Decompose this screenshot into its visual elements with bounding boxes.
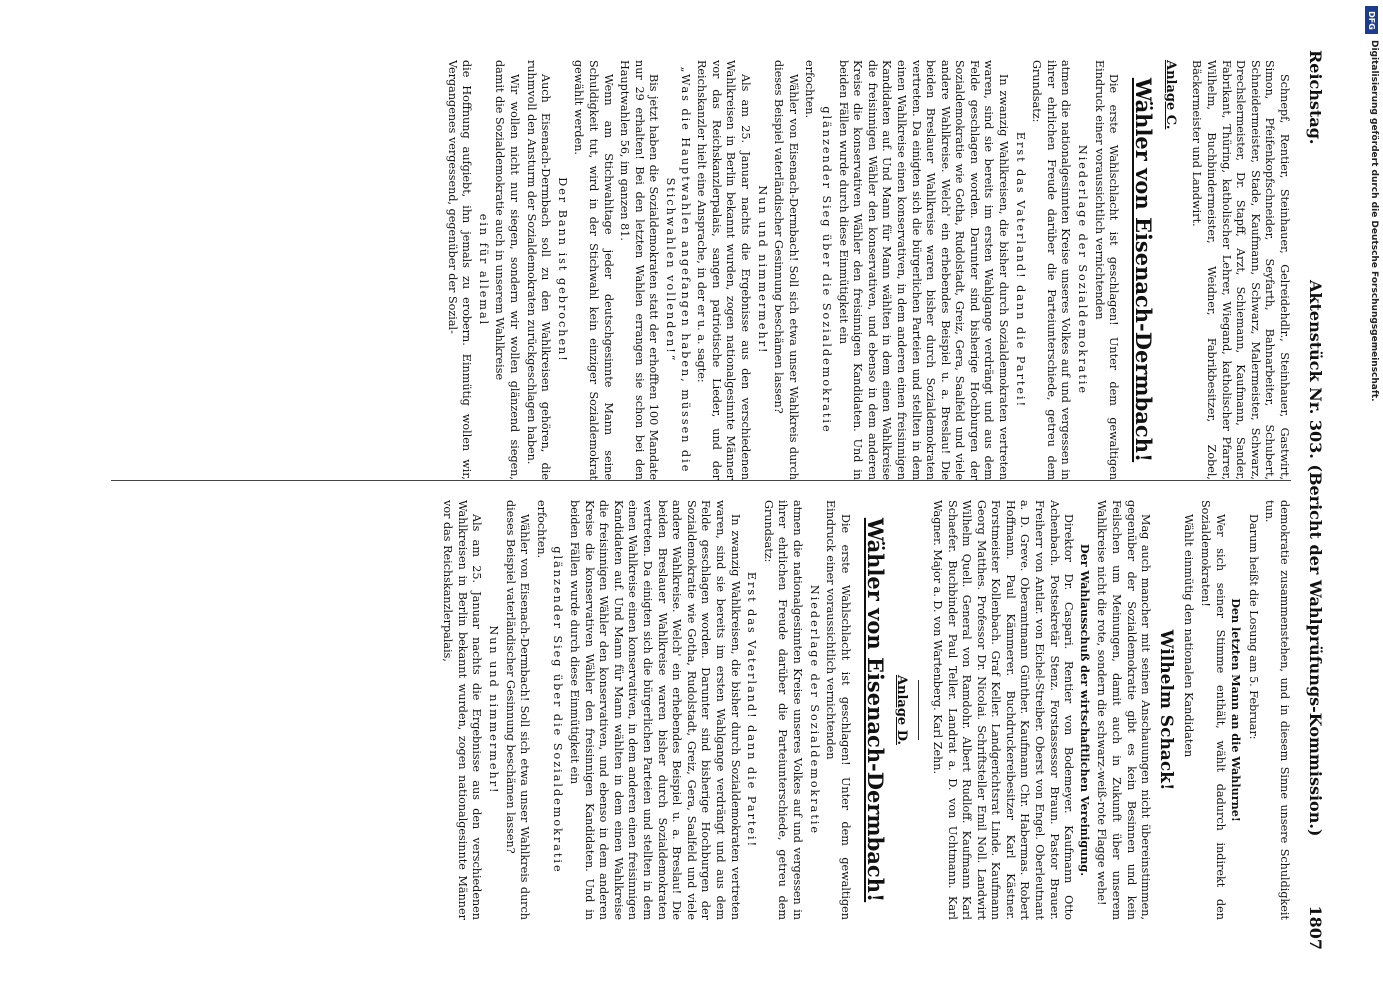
page-header [1299,50,1325,950]
paragraph: atmen die nationalgesinnten Kreise unseres Volkes auf und vergessen in ihrer ehrlichen Freude darüber die Parteiunterschiede, getreu dem Grundsatz: [1030,60,1073,480]
candidate-name: Wilhelm Schack! [1155,629,1176,791]
spaced-line: Nun und nimmermehr! [755,185,769,355]
flyer-title-d: Wähler von Eisenach-Dermbach! [862,517,888,903]
paragraph: Auch Eisenach-Dermbach soll zu den Wahlkreisen gehören, die ruhmvoll den Ansturm der Sozialdemokraten zurückgeschlagen haben. [524,60,553,480]
spaced-line: Niederlage der Sozialdemokratie [1076,144,1090,396]
bold-line: Den letzten Mann an die Wahlurne! [1229,598,1244,822]
paragraph: die Hoffnung aufgiebt, ihn jemals zu erobern. Einmütig wollen wir, Vergangenes vergessend, gegenüber der Sozial- [445,60,474,480]
spaced-line: glänzender Sieg über die Sozialdemokratie [819,106,833,434]
spaced-line: Der Bann ist gebrochen! [555,177,569,363]
paragraph: In zwanzig Wahlkreisen, die bisher durch Sozialdemokraten vertreten waren, sind sie bereits im ersten Wahlgange verdrängt und aus dem Felde geschlagen worden. Darunter sind bisherige Hochburgen der Sozialdemokratie wie Gotha, Rudolstadt, Greiz, Gera, Saalfeld und viele andere Wahlkreise. Welch' ein erhebendes Beispiel u. a. Breslau! Die beiden Breslauer Wahlkreise waren bisher durch Sozialdemokraten vertreten. Da einigten sich die bürgerlichen Parteien und stellten in dem einen Wahlkreise einen konservativen, in dem anderen einen freisinnigen Kandidaten auf. Und Mann für Mann wählten in dem einen Wahlkreise die freisinnigen Wähler den konservativen, und ebenso in dem anderen Kreise die konservativen Wähler den freisinnigen Kandidaten. Und in beiden Fällen wurde durch diese Einmütigkeit ein [836,60,1011,480]
dfg-logo: DFG [1365,6,1378,34]
annex-c-heading: Anlage C. [1162,60,1178,130]
paragraph: Als am 25. Januar nachts die Ergebnisse aus den verschiedenen Wahlkreisen in Berlin bekannt wurden, zogen nationalgesinnte Männer vor das Reichskanzlerpalais, [441,500,484,920]
paragraph: Wir wollen nicht nur siegen, sondern wir wollen glänzend siegen, damit die Sozialdemokratie auch in unserem Wahlkreise [493,60,522,480]
paragraph: Bis jetzt haben die Sozialdemokraten statt der erhofften 100 Mandate nur 29 erhalten! Bei den letzten Wahlen errangen sie schon bei den Hauptwahlen 56, im ganzen 81. [618,60,661,480]
spaced-line: Erst das Vaterland! dann die Partei! [1013,131,1027,409]
paragraph: Darum heißt die Losung am 5. Februar: [1246,514,1260,740]
header-title: Aktenstück Nr. 303. (Bericht der Wahlprüfungs-Kommission.) [1306,280,1325,837]
paragraph: Wähler von Eisenach-Dermbach! Soll sich etwa unser Wahlkreis durch dieses Beispiel vaterländischer Gesinnung beschämen lassen? [503,500,532,920]
right-column [86,500,1291,920]
digitization-credit [1367,40,1379,940]
paragraph: Wählt einmütig den nationalen Kandidaten [1182,514,1196,758]
quote-line: „Was die Hauptwahlen angefangen haben, müssen die Stichwahlen vollenden!“ [664,66,692,474]
paragraph: Die erste Wahlschlacht ist geschlagen! Unter dem gewaltigen Eindruck einer voraussichtlich vernichtenden [824,500,852,920]
spaced-line: glänzender Sieg über die Sozialdemokratie [551,546,565,874]
paragraph: Die erste Wahlschlacht ist geschlagen! Unter dem gewaltigen Eindruck einer voraussichtlich vernichtenden [1092,60,1121,480]
committee-names: Direktor Dr. Caspari. Rentier von Bodemeyer. Kaufmann Otto Achenbach. Postsekretär Stenz. Forstassessor Braun. Pastor Brauer. Freiherr von Antlar. von Eichel-Streiber. Oberst von Engel. Oberleutnant a. D. Greve. Oberamtmann Günther. Kaufmann Chr. Habermas. Robert Hoffmann. Paul Kämmerer. Buchdruckereibesitzer Karl Kästner. Forstmeister Kollenbach. Graf Keller. Landgerichtsrat Linde. Kaufmann Georg Matthes. Professor Dr. Nicolai. Schriftsteller Emil Noll. Landwirt Wilhelm Quell. General von Ramdohr. Albert Rudloff. Kaufmann Karl Schaefer. Buchbinder Paul Teller. Landrat a. D. von Uchtmann. Karl Wagner. Major a. D. von Wartenberg. Karl Zehn. [930,500,1076,920]
digitization-credit-text: Digitalisierung gefördert durch die Deutsche Forschungsgemeinschaft. [1369,40,1379,402]
header-left: Reichstag. [1306,50,1325,145]
page-number: 1807 [1306,905,1325,950]
annex-d-heading: Anlage D. [894,674,910,746]
paragraph: Wenn am Stichwahltage jeder deutschgesinnte Mann seine Schuldigkeit tut, wird in der Stichwahl kein einziger Sozialdemokrat gewählt werden. [572,60,615,480]
paragraph: Mag auch mancher mit seinen Anschauungen nicht übereinstimmen, gegenüber der Sozialdemokratie gibt es kein Besinnen und kein Feilschen um Meinungen, damit auch in Zukunft über unserem Wahlkreise nicht die rote, sondern die schwarz-weiß-rote Flagge wehe! [1095,500,1153,920]
column-divider [111,480,1291,481]
left-column [86,60,1291,480]
spaced-line: Niederlage der Sozialdemokratie [807,584,821,836]
spaced-line: Nun und nimmermehr! [487,625,501,795]
flyer-title-c: Wähler von Eisenach-Dermbach! [1131,77,1157,463]
paragraph: In zwanzig Wahlkreisen, die bisher durch Sozialdemokraten vertreten waren, sind sie bereits im ersten Wahlgange verdrängt und aus dem Felde geschlagen worden. Darunter sind bisherige Hochburgen der Sozialdemokratie wie Gotha, Rudolstadt, Greiz, Gera, Saalfeld und viele andere Wahlkreise. Welch' ein erhebendes Beispiel u. a. Breslau! Die beiden Breslauer Wahlkreise waren bisher durch Sozialdemokraten vertreten. Da einigten sich die bürgerlichen Parteien und stellten in dem einen Wahlkreise einen konservativen, in dem anderen einen freisinnigen Kandidaten auf. Und Mann für Mann wählten in dem einen Wahlkreise die freisinnigen Wähler den konservativen, und ebenso in dem anderen Kreise die konservativen Wähler den freisinnigen Kandidaten. Und in beiden Fällen wurde durch diese Einmütigkeit ein [568,500,742,920]
separator-rule [918,680,919,740]
paragraph: demokratie zusammenstehen, und in diesem Sinne unsere Schuldigkeit tun. [1263,500,1291,920]
paragraph: Wähler von Eisenach-Dermbach! Soll sich etwa unser Wahlkreis durch dieses Beispiel vaterländischer Gesinnung beschämen lassen? [772,60,800,480]
signatory-list: Schnepf, Rentier, Steinhauer, Gelreidehdlr., Steinhauer, Gastwirt, Simon, Pfeifenkopfschneider, Seyfarth, Bahnarbeiter, Schubert, Schneidermeister, Stade, Kaufmann, Schwarz, Malermeister, Schwarz, Drechslermeister, Dr. Stapff, Arzt, Schiemann, Kaufmann, Sander, Fabrikant, Thüring, katholischer Lehrer, Wiegand, katholischer Pfarrer, Wilhelm, Buchbindermeister, Weidner, Fabrikbesitzer, Zobel, Bäckermeister und Landwirt. [1190,60,1291,480]
paragraph: Wer sich seiner Stimme enthält, wählt dadurch indirekt den Sozialdemokraten! [1199,500,1227,920]
spaced-line: Erst das Vaterland! dann die Partei! [745,571,759,849]
paragraph: Als am 25. Januar nachts die Ergebnisse aus den verschiedenen Wahlkreisen in Berlin bekannt wurden, zogen nationalgesinnte Männer vor das Reichskanzlerpalais, sangen patriotische Lieder, und der Reichskanzler hielt eine Ansprache, in der er u. a. sagte: [695,60,752,480]
spaced-line: ein für allemal [476,213,490,327]
paragraph: erfochten. [803,60,817,119]
paragraph: atmen die nationalgesinnten Kreise unseres Volkes auf und vergessen in ihrer ehrlichen Freude darüber die Parteiunterschiede, getreu dem Grundsatz: [761,500,804,920]
committee-heading: Der Wahlausschuß der wirtschaftlichen Vereinigung. [1077,543,1092,877]
paragraph: erfochten. [534,500,548,559]
